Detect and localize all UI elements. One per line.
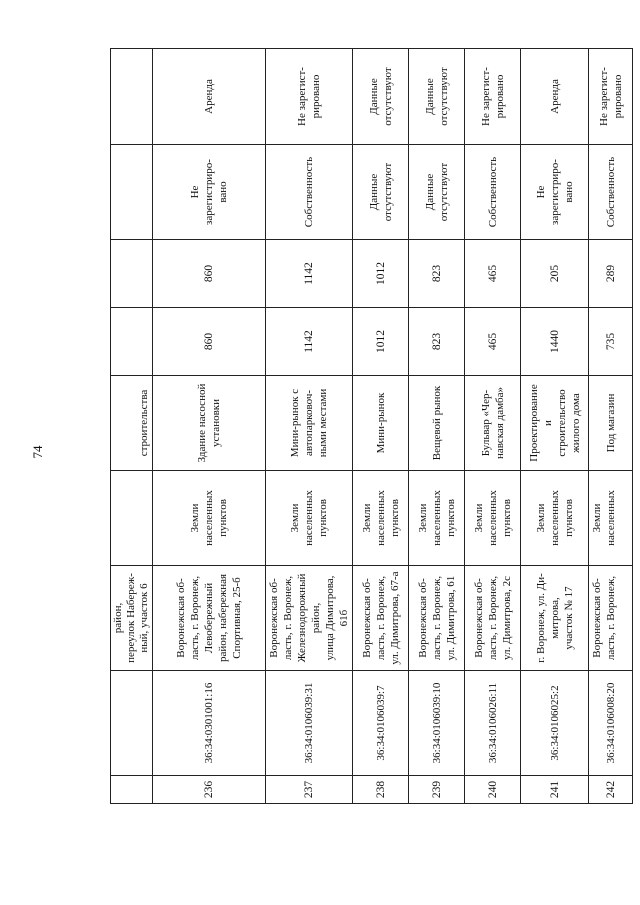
ownership-type: Не зарегистриро- вано <box>521 145 589 240</box>
row-number: 237 <box>266 776 353 804</box>
permitted-use: Здание насосной установки <box>153 376 266 471</box>
row-number: 242 <box>589 776 633 804</box>
plot-area-part: 823 <box>409 240 465 308</box>
ownership-type: Собственность <box>266 145 353 240</box>
permitted-use: Вещевой рынок <box>409 376 465 471</box>
plot-address: Воронежская об- ласть, г. Воронеж, Железнодорожный район, улица Димитрова, 61б <box>266 566 353 671</box>
usage-right: Не зарегист- рировано <box>589 49 633 145</box>
row-number: 240 <box>465 776 521 804</box>
plot-area-total: 1012 <box>353 308 409 376</box>
page-number: 74 <box>30 445 45 459</box>
plot-area-part: 465 <box>465 240 521 308</box>
plot-area-total: 1142 <box>266 308 353 376</box>
rotated-table-wrapper <box>110 49 624 804</box>
land-category: Земли населенных пунктов <box>521 471 589 566</box>
permitted-use: Бульвар «Чер- навская дамба» <box>465 376 521 471</box>
usage-right: Аренда <box>521 49 589 145</box>
table-row <box>153 49 266 804</box>
plot-address: г. Воронеж, ул. Ди- митрова, участок № 17 <box>521 566 589 671</box>
row-number: 236 <box>153 776 266 804</box>
land-category: Земли населенных пунктов <box>266 471 353 566</box>
permitted-use: Под магазин <box>589 376 633 471</box>
table-row <box>521 49 589 804</box>
permitted-use: Мини-рынок с автопарковоч- ными местами <box>266 376 353 471</box>
land-category: Земли населенных пунктов <box>409 471 465 566</box>
row-number: 239 <box>409 776 465 804</box>
header-cadastral <box>111 671 153 776</box>
cadastral-number: 36:34:0106039:10 <box>409 671 465 776</box>
plot-address: Воронежская об- ласть, г. Воронеж, <box>589 566 633 671</box>
table-row <box>353 49 409 804</box>
permitted-use: Мини-рынок <box>353 376 409 471</box>
cadastral-number: 36:34:0106039:31 <box>266 671 353 776</box>
table-row <box>266 49 353 804</box>
table-row <box>465 49 521 804</box>
header-right-holder <box>111 145 153 240</box>
cadastral-number: 36:34:0106008:20 <box>589 671 633 776</box>
header-area-total <box>111 308 153 376</box>
plot-area-total: 735 <box>589 308 633 376</box>
plot-area-part: 1012 <box>353 240 409 308</box>
usage-right: Данные отсутствуют <box>353 49 409 145</box>
plot-area-total: 860 <box>153 308 266 376</box>
land-category: Земли населенных <box>589 471 633 566</box>
plot-area-total: 823 <box>409 308 465 376</box>
land-category: Земли населенных пунктов <box>153 471 266 566</box>
header-right-user <box>111 49 153 145</box>
header-category <box>111 471 153 566</box>
table-row <box>589 49 633 804</box>
ownership-type: Собственность <box>589 145 633 240</box>
usage-right: Не зарегист- рировано <box>266 49 353 145</box>
row-number: 241 <box>521 776 589 804</box>
plot-area-part: 1142 <box>266 240 353 308</box>
header-purpose: строительства <box>111 376 153 471</box>
plot-address: Воронежская об- ласть, г. Воронеж, Левобережный район, набережная Спортивная, 25-б <box>153 566 266 671</box>
plot-area-total: 1440 <box>521 308 589 376</box>
ownership-type: Собственность <box>465 145 521 240</box>
plot-address: Воронежская об- ласть, г. Воронеж, ул. Димитрова, 2с <box>465 566 521 671</box>
header-num <box>111 776 153 804</box>
usage-right: Данные отсутствуют <box>409 49 465 145</box>
cadastral-number: 36:34:0301001:16 <box>153 671 266 776</box>
plot-area-part: 289 <box>589 240 633 308</box>
ownership-type: Данные отсутствуют <box>409 145 465 240</box>
land-category: Земли населенных пунктов <box>353 471 409 566</box>
plot-area-total: 465 <box>465 308 521 376</box>
land-category: Земли населенных пунктов <box>465 471 521 566</box>
plot-area-part: 860 <box>153 240 266 308</box>
header-area-part <box>111 240 153 308</box>
row-number: 238 <box>353 776 409 804</box>
plot-address: Воронежская об- ласть, г. Воронеж, ул. Димитрова, 67-а <box>353 566 409 671</box>
header-address: район, переулок Набереж- ный, участок 6 <box>111 566 153 671</box>
plot-area-part: 205 <box>521 240 589 308</box>
land-plots-table <box>110 48 633 804</box>
ownership-type: Данные отсутствуют <box>353 145 409 240</box>
ownership-type: Не зарегистриро- вано <box>153 145 266 240</box>
permitted-use: Проектирование и строительство жилого дома <box>521 376 589 471</box>
cadastral-number: 36:34:0106025:2 <box>521 671 589 776</box>
table-body <box>111 49 633 804</box>
usage-right: Не зарегист- рировано <box>465 49 521 145</box>
usage-right: Аренда <box>153 49 266 145</box>
cadastral-number: 36:34:0106026:11 <box>465 671 521 776</box>
table-row <box>409 49 465 804</box>
table-header-row <box>111 49 153 804</box>
plot-address: Воронежская об- ласть, г. Воронеж, ул. Димитрова, 61 <box>409 566 465 671</box>
cadastral-number: 36:34:0106039:7 <box>353 671 409 776</box>
